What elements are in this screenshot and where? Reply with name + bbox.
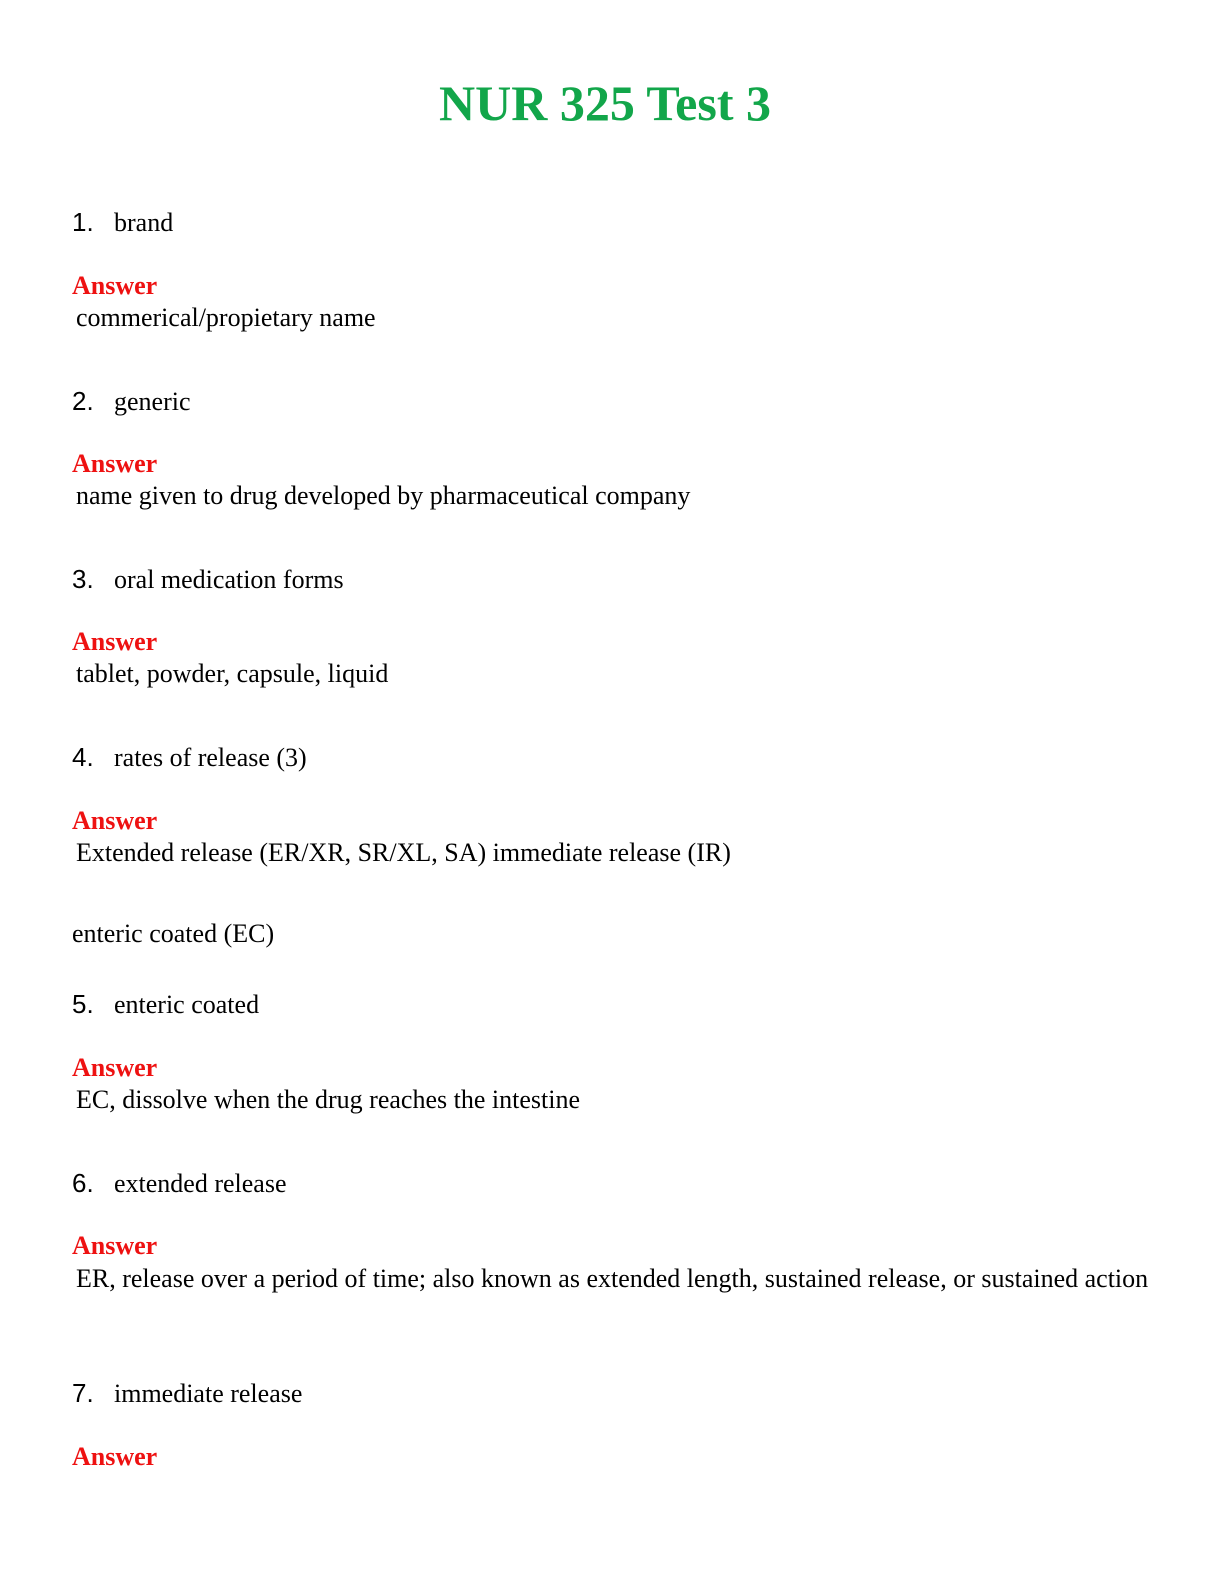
- answer-text-3: tablet, powder, capsule, liquid: [76, 659, 389, 688]
- answer-text-1: commerical/propietary name: [76, 303, 376, 332]
- question-3: [72, 563, 344, 596]
- answer-text-2: name given to drug developed by pharmaceutical company: [76, 481, 691, 510]
- answer-label: Answer: [72, 806, 158, 835]
- question-term: extended release: [114, 1169, 287, 1198]
- answer-text-4-extra: enteric coated (EC): [72, 919, 275, 948]
- question-number: 1.: [72, 207, 94, 237]
- question-1: [72, 206, 173, 239]
- question-term: brand: [114, 208, 174, 237]
- answer-text-5: EC, dissolve when the drug reaches the intestine: [76, 1085, 580, 1114]
- question-number: 6.: [72, 1168, 94, 1198]
- question-number: 7.: [72, 1378, 94, 1408]
- question-7: [72, 1377, 302, 1410]
- answer-label: Answer: [72, 1442, 158, 1471]
- question-term: rates of release (3): [114, 743, 307, 772]
- answer-label: Answer: [72, 449, 158, 478]
- question-5: [72, 988, 259, 1021]
- question-4: [72, 741, 307, 774]
- question-number: 4.: [72, 742, 94, 772]
- answer-text-6: ER, release over a period of time; also known as extended length, sustained release, or sustained action: [76, 1264, 1149, 1293]
- question-term: generic: [114, 387, 191, 416]
- answer-label: Answer: [72, 627, 158, 656]
- answer-label: Answer: [72, 271, 158, 300]
- question-number: 5.: [72, 989, 94, 1019]
- question-2: [72, 385, 191, 418]
- question-term: immediate release: [114, 1379, 303, 1408]
- answer-label: Answer: [72, 1053, 158, 1082]
- question-term: enteric coated: [114, 990, 260, 1019]
- answer-label: Answer: [72, 1231, 158, 1260]
- question-number: 3.: [72, 564, 94, 594]
- question-term: oral medication forms: [114, 565, 344, 594]
- question-6: [72, 1167, 287, 1200]
- question-number: 2.: [72, 386, 94, 416]
- answer-text-4: Extended release (ER/XR, SR/XL, SA) immediate release (IR): [76, 838, 731, 867]
- document-title: NUR 325 Test 3: [439, 75, 771, 131]
